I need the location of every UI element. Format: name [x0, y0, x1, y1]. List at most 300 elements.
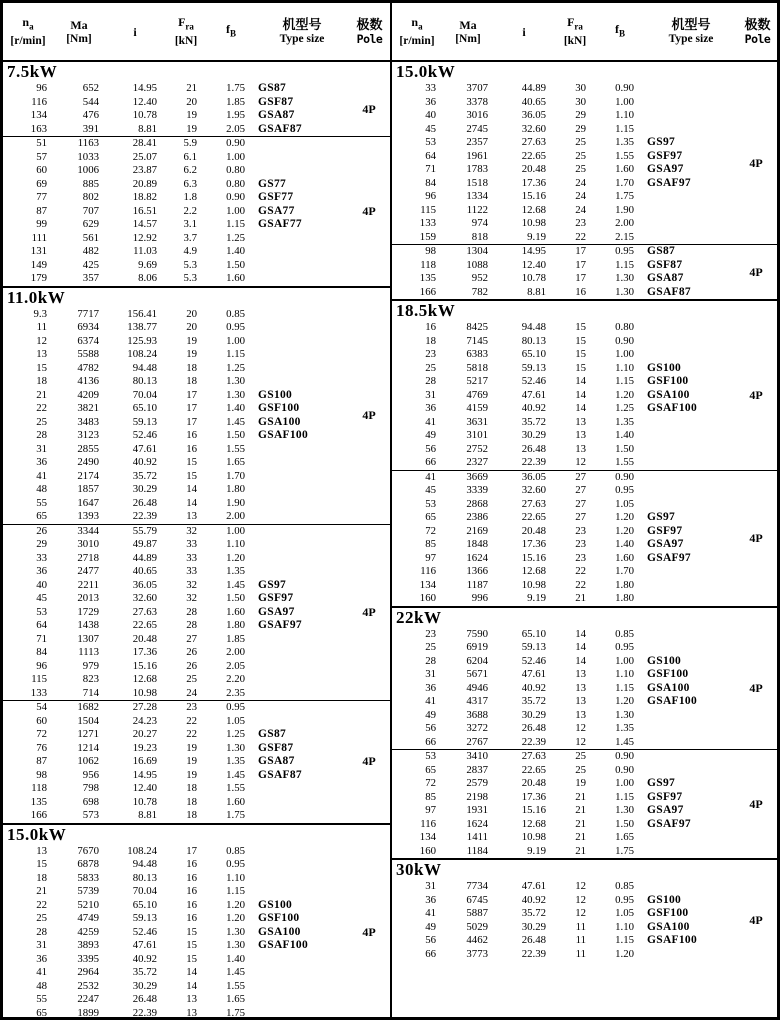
- cell-i: 9.19: [527, 592, 546, 604]
- cell-fra: 23: [575, 217, 586, 229]
- cell-fb: 1.50: [226, 429, 245, 441]
- cell-fra: 20: [186, 95, 197, 108]
- cell-fb: 1.35: [615, 415, 634, 428]
- cell-fb: 1.55: [226, 979, 245, 992]
- cell-fb: 0.95: [226, 701, 245, 713]
- cell-fra: 25: [575, 163, 586, 175]
- cell-na: 135: [419, 272, 436, 284]
- column-sections: [3, 62, 390, 1017]
- cell-fb: 1.25: [226, 231, 245, 244]
- cell-ma: 2837: [466, 763, 488, 776]
- cell-type-size: [640, 628, 735, 642]
- cell-ma: 476: [82, 109, 99, 121]
- cell-type-size: GSA97: [258, 605, 295, 618]
- cell-na: 111: [31, 231, 47, 244]
- cell-ma: 3631: [466, 415, 488, 428]
- cell-type-size: [640, 736, 735, 750]
- cell-fra: 22: [575, 578, 586, 591]
- cell-fb: 1.95: [226, 109, 245, 121]
- cell-i: 27.63: [521, 750, 546, 762]
- cell-na: 56: [425, 722, 436, 734]
- cell-i: 10.78: [132, 109, 157, 121]
- pole-value: 4P: [362, 203, 376, 218]
- cell-fra: 6.1: [183, 150, 197, 163]
- cell-i: 27.28: [132, 701, 157, 713]
- cell-i: 22.65: [521, 511, 546, 523]
- table-row: [392, 375, 735, 389]
- cell-i: 12.68: [521, 817, 546, 830]
- cell-i: 40.92: [521, 893, 546, 906]
- cell-fb: 1.15: [615, 375, 634, 387]
- table-row: [392, 348, 735, 362]
- cell-fra: 26: [186, 646, 197, 658]
- cell-i: 9.19: [527, 230, 546, 243]
- cell-type-size: GSAF100: [258, 429, 309, 441]
- cell-fb: 1.30: [226, 388, 245, 401]
- cell-type-size: [251, 362, 348, 376]
- cell-na: 13: [36, 844, 47, 857]
- cell-fra: 14: [186, 966, 197, 978]
- cell-i: 8.06: [138, 272, 157, 284]
- cell-na: 31: [425, 388, 436, 401]
- cell-ma: 2718: [77, 551, 99, 564]
- cell-ma: 3483: [77, 415, 99, 428]
- cell-type-size: GSAF87: [258, 768, 302, 781]
- cell-i: 55.79: [132, 524, 157, 537]
- cell-fb: 1.20: [226, 898, 245, 911]
- table-row: [3, 796, 348, 810]
- cell-ma: 2964: [77, 966, 99, 978]
- cell-fra: 13: [575, 415, 586, 428]
- cell-i: 20.27: [132, 728, 157, 740]
- ratio-block: [392, 628, 777, 750]
- cell-i: 40.92: [132, 456, 157, 468]
- cell-fb: 1.00: [615, 654, 634, 667]
- cell-na: 66: [425, 947, 436, 960]
- cell-i: 12.68: [521, 565, 546, 577]
- cell-na: 56: [425, 934, 436, 946]
- cell-fb: 1.55: [615, 456, 634, 468]
- table-row: [3, 109, 348, 123]
- cell-na: 96: [425, 190, 436, 202]
- cell-fra: 19: [186, 348, 197, 360]
- power-section: [392, 62, 777, 299]
- cell-type-size: [640, 845, 735, 859]
- ratio-block: [3, 308, 390, 524]
- cell-type-size: GSAF100: [647, 402, 698, 414]
- table-row: [3, 510, 348, 524]
- cell-type-size: GS87: [258, 82, 287, 94]
- cell-i: 94.48: [521, 321, 546, 333]
- cell-fra: 18: [186, 795, 197, 808]
- cell-na: 15: [36, 361, 47, 374]
- cell-fra: 26: [186, 659, 197, 672]
- cell-ma: 2490: [77, 456, 99, 468]
- cell-fra: 25: [575, 136, 586, 148]
- table-row: [3, 728, 348, 742]
- header-fra: $F_{ra}$ [kN]: [174, 15, 198, 47]
- cell-fra: 21: [575, 817, 586, 830]
- cell-i: 80.13: [521, 334, 546, 347]
- cell-fb: 0.90: [615, 750, 634, 762]
- cell-fb: 1.10: [615, 109, 634, 121]
- cell-na: 29: [36, 538, 47, 550]
- cell-fra: 18: [186, 361, 197, 374]
- section-title: 22kW: [396, 607, 442, 627]
- cell-fra: 32: [186, 592, 197, 604]
- cell-ma: 573: [82, 809, 99, 821]
- cell-type-size: GSA87: [647, 272, 684, 284]
- cell-na: 64: [425, 149, 436, 162]
- cell-fra: 1.8: [183, 191, 197, 203]
- cell-i: 15.16: [521, 551, 546, 564]
- cell-type-size: [640, 722, 735, 736]
- table-row: [392, 217, 735, 231]
- cell-type-size: [251, 646, 348, 660]
- cell-fb: 1.00: [226, 150, 245, 163]
- cell-i: 35.72: [132, 469, 157, 482]
- cell-i: 35.72: [132, 966, 157, 978]
- cell-i: 15.16: [132, 659, 157, 672]
- table-row: [392, 695, 735, 709]
- cell-fra: 23: [575, 538, 586, 550]
- table-row: [392, 190, 735, 204]
- cell-fb: 1.55: [226, 442, 245, 455]
- cell-ma: 1304: [466, 245, 488, 257]
- cell-fb: 2.00: [226, 510, 245, 522]
- cell-fra: 20: [186, 307, 197, 320]
- cell-fra: 13: [575, 695, 586, 707]
- cell-type-size: [640, 96, 735, 110]
- power-section: [392, 606, 777, 859]
- table-row: [392, 321, 735, 335]
- cell-fra: 13: [186, 1006, 197, 1017]
- cell-ma: 1729: [77, 605, 99, 618]
- cell-fra: 25: [575, 149, 586, 162]
- header-type-size: 机型号 Type size: [279, 16, 325, 45]
- cell-fb: 0.95: [615, 484, 634, 496]
- cell-type-size: [251, 137, 348, 151]
- table-row: [392, 163, 735, 177]
- cell-na: 57: [36, 150, 47, 163]
- cell-fb: 1.55: [226, 782, 245, 794]
- cell-i: 40.92: [521, 402, 546, 414]
- cell-na: 133: [30, 686, 47, 699]
- cell-fb: 0.80: [226, 164, 245, 176]
- cell-i: 20.48: [521, 777, 546, 789]
- cell-fb: 0.90: [226, 137, 245, 149]
- table-row: [3, 402, 348, 416]
- cell-na: 9.3: [33, 307, 47, 320]
- cell-na: 149: [30, 258, 47, 271]
- cell-type-size: GSAF97: [258, 619, 302, 631]
- cell-fb: 1.60: [615, 551, 634, 564]
- cell-na: 134: [30, 109, 47, 121]
- cell-i: 59.13: [132, 912, 157, 924]
- cell-ma: 2013: [77, 592, 99, 604]
- cell-ma: 974: [471, 217, 488, 229]
- cell-na: 22: [36, 402, 47, 414]
- cell-fra: 11: [575, 920, 586, 933]
- cell-i: 16.51: [132, 204, 157, 217]
- table-row: [3, 335, 348, 349]
- cell-fb: 0.85: [226, 844, 245, 857]
- table-row: [3, 429, 348, 443]
- cell-fb: 1.20: [226, 912, 245, 924]
- cell-i: 40.92: [521, 681, 546, 694]
- cell-fra: 25: [575, 750, 586, 762]
- table-row: [3, 483, 348, 497]
- cell-fra: 15: [186, 939, 197, 951]
- table-row: [3, 646, 348, 660]
- cell-fb: 0.95: [615, 245, 634, 257]
- cell-i: 14.57: [132, 218, 157, 230]
- table-row: [3, 348, 348, 362]
- cell-i: 70.04: [132, 885, 157, 897]
- table-row: [3, 205, 348, 219]
- cell-na: 31: [36, 939, 47, 951]
- cell-fra: 14: [575, 641, 586, 653]
- table-row: [392, 123, 735, 137]
- cell-fb: 1.20: [226, 551, 245, 564]
- table-row: [392, 579, 735, 593]
- block-rows: [392, 750, 735, 858]
- ratio-block: [392, 749, 777, 858]
- cell-ma: 1899: [77, 1006, 99, 1017]
- table-row: [3, 633, 348, 647]
- cell-na: 55: [36, 993, 47, 1005]
- cell-i: 94.48: [132, 858, 157, 870]
- cell-ma: 7590: [466, 627, 488, 640]
- cell-type-size: [251, 272, 348, 286]
- cell-na: 28: [425, 654, 436, 667]
- cell-type-size: GSA97: [647, 804, 684, 816]
- cell-na: 65: [425, 763, 436, 776]
- cell-ma: 8425: [466, 321, 488, 333]
- table-row: [392, 565, 735, 579]
- cell-ma: 1961: [466, 149, 488, 162]
- cell-fra: 11: [575, 934, 586, 946]
- cell-i: 22.65: [521, 763, 546, 776]
- cell-fra: 14: [575, 388, 586, 401]
- cell-ma: 1682: [77, 701, 99, 713]
- cell-ma: 1624: [466, 551, 488, 564]
- cell-fra: 13: [575, 429, 586, 441]
- cell-i: 70.04: [132, 388, 157, 401]
- table-row: [392, 456, 735, 470]
- cell-na: 76: [36, 741, 47, 754]
- table-row: [392, 177, 735, 191]
- cell-na: 98: [425, 245, 436, 257]
- cell-i: 10.98: [521, 578, 546, 591]
- cell-fra: 17: [575, 258, 586, 271]
- cell-type-size: GSF100: [258, 402, 300, 414]
- cell-i: 40.92: [132, 952, 157, 965]
- cell-type-size: GSAF87: [258, 122, 302, 135]
- cell-type-size: [251, 980, 348, 994]
- cell-fra: 14: [575, 627, 586, 640]
- cell-fb: 1.20: [615, 388, 634, 401]
- cell-na: 53: [425, 136, 436, 148]
- cell-i: 138.77: [127, 321, 157, 333]
- cell-fb: 1.10: [615, 668, 634, 680]
- cell-type-size: [251, 993, 348, 1007]
- table-row: [392, 894, 735, 908]
- ratio-block: [3, 136, 390, 286]
- cell-fb: 1.20: [615, 524, 634, 537]
- cell-fb: 0.80: [615, 321, 634, 333]
- table-row: [392, 722, 735, 736]
- cell-fb: 1.30: [615, 272, 634, 284]
- table-row: [3, 565, 348, 579]
- cell-type-size: [251, 375, 348, 389]
- table-row: [392, 335, 735, 349]
- table-row: [3, 845, 348, 859]
- table-row: [3, 715, 348, 729]
- cell-na: 163: [30, 122, 47, 135]
- cell-fb: 1.40: [615, 538, 634, 550]
- header-fra: $F_{ra}$ [kN]: [563, 15, 587, 47]
- cell-ma: 714: [82, 686, 99, 699]
- cell-na: 31: [425, 880, 436, 892]
- cell-na: 31: [425, 668, 436, 680]
- cell-ma: 4259: [77, 925, 99, 938]
- cell-type-size: [640, 750, 735, 764]
- cell-fra: 15: [575, 348, 586, 360]
- cell-fb: 1.80: [615, 578, 634, 591]
- cell-ma: 4769: [466, 388, 488, 401]
- cell-fra: 16: [186, 871, 197, 884]
- cell-ma: 1307: [77, 632, 99, 645]
- table-row: [3, 966, 348, 980]
- cell-type-size: GSAF77: [258, 218, 302, 230]
- cell-ma: 7670: [77, 844, 99, 857]
- cell-fra: 16: [575, 285, 586, 298]
- cell-fra: 22: [186, 728, 197, 740]
- cell-fra: 24: [575, 176, 586, 189]
- table-row: [3, 782, 348, 796]
- cell-fra: 17: [575, 272, 586, 284]
- cell-type-size: [251, 552, 348, 566]
- cell-i: 52.46: [521, 375, 546, 387]
- cell-i: 14.95: [132, 82, 157, 94]
- cell-fb: 1.70: [226, 469, 245, 482]
- cell-type-size: [251, 308, 348, 322]
- cell-fra: 5.3: [183, 258, 197, 271]
- cell-fb: 1.60: [226, 795, 245, 808]
- cell-na: 51: [36, 137, 47, 149]
- cell-ma: 629: [82, 218, 99, 230]
- cell-na: 77: [36, 191, 47, 203]
- cell-type-size: GSF87: [258, 741, 294, 754]
- table-row: [3, 993, 348, 1007]
- cell-fb: 1.25: [226, 728, 245, 740]
- cell-fra: 18: [186, 782, 197, 794]
- cell-na: 49: [425, 708, 436, 721]
- cell-i: 65.10: [521, 627, 546, 640]
- cell-fra: 19: [186, 122, 197, 135]
- cell-fb: 1.55: [615, 149, 634, 162]
- cell-type-size: GSAF87: [647, 285, 691, 298]
- cell-ma: 956: [82, 768, 99, 781]
- cell-ma: 2477: [77, 565, 99, 577]
- cell-na: 12: [36, 334, 47, 347]
- cell-fb: 0.90: [615, 334, 634, 347]
- cell-type-size: [251, 660, 348, 674]
- cell-na: 116: [420, 565, 436, 577]
- pole-value: 4P: [362, 604, 376, 619]
- cell-ma: 2211: [77, 578, 99, 591]
- table-row: [3, 701, 348, 715]
- cell-fra: 23: [575, 551, 586, 564]
- cell-type-size: GSA97: [647, 538, 684, 550]
- header-ma: Ma [Nm]: [66, 17, 92, 45]
- table-row: [392, 82, 735, 96]
- cell-na: 65: [36, 510, 47, 522]
- cell-ma: 1006: [77, 164, 99, 176]
- cell-ma: 1647: [77, 496, 99, 509]
- table-header: [392, 3, 777, 62]
- table-row: [3, 980, 348, 994]
- cell-type-size: GSF97: [647, 790, 683, 803]
- cell-type-size: [251, 245, 348, 259]
- cell-ma: 391: [82, 122, 99, 135]
- cell-fb: 1.35: [226, 755, 245, 767]
- cell-i: 17.36: [521, 176, 546, 189]
- cell-fra: 25: [186, 673, 197, 685]
- cell-i: 18.82: [132, 191, 157, 203]
- table-row: [3, 538, 348, 552]
- cell-i: 47.61: [521, 880, 546, 892]
- table-row: [3, 606, 348, 620]
- cell-ma: 1184: [466, 844, 488, 857]
- cell-ma: 5029: [466, 920, 488, 933]
- cell-ma: 2169: [466, 524, 488, 537]
- cell-na: 87: [36, 204, 47, 217]
- cell-fb: 1.05: [615, 497, 634, 510]
- table-row: [3, 899, 348, 913]
- cell-i: 108.24: [127, 348, 157, 360]
- cell-na: 179: [30, 272, 47, 284]
- cell-type-size: [640, 217, 735, 231]
- cell-fb: 1.00: [615, 348, 634, 360]
- cell-na: 66: [425, 735, 436, 748]
- table-row: [392, 592, 735, 606]
- table-row: [3, 375, 348, 389]
- cell-i: 12.68: [132, 673, 157, 685]
- cell-type-size: [251, 796, 348, 810]
- cell-na: 41: [425, 470, 436, 483]
- cell-ma: 561: [82, 231, 99, 244]
- cell-ma: 1504: [77, 714, 99, 727]
- cell-i: 35.72: [521, 907, 546, 919]
- cell-ma: 357: [82, 272, 99, 284]
- table-row: [3, 742, 348, 756]
- cell-fb: 1.65: [615, 831, 634, 843]
- cell-na: 65: [36, 1006, 47, 1017]
- header-fb: $f_B$: [225, 22, 236, 39]
- pole-value: 4P: [749, 387, 763, 402]
- cell-i: 24.23: [132, 714, 157, 727]
- cell-fra: 13: [575, 442, 586, 455]
- cell-fra: 15: [186, 925, 197, 938]
- cell-i: 20.48: [521, 163, 546, 175]
- pole-value: 4P: [749, 913, 763, 927]
- table-row: [3, 259, 348, 273]
- cell-i: 9.19: [527, 844, 546, 857]
- cell-ma: 3707: [466, 82, 488, 94]
- cell-i: 59.13: [132, 415, 157, 428]
